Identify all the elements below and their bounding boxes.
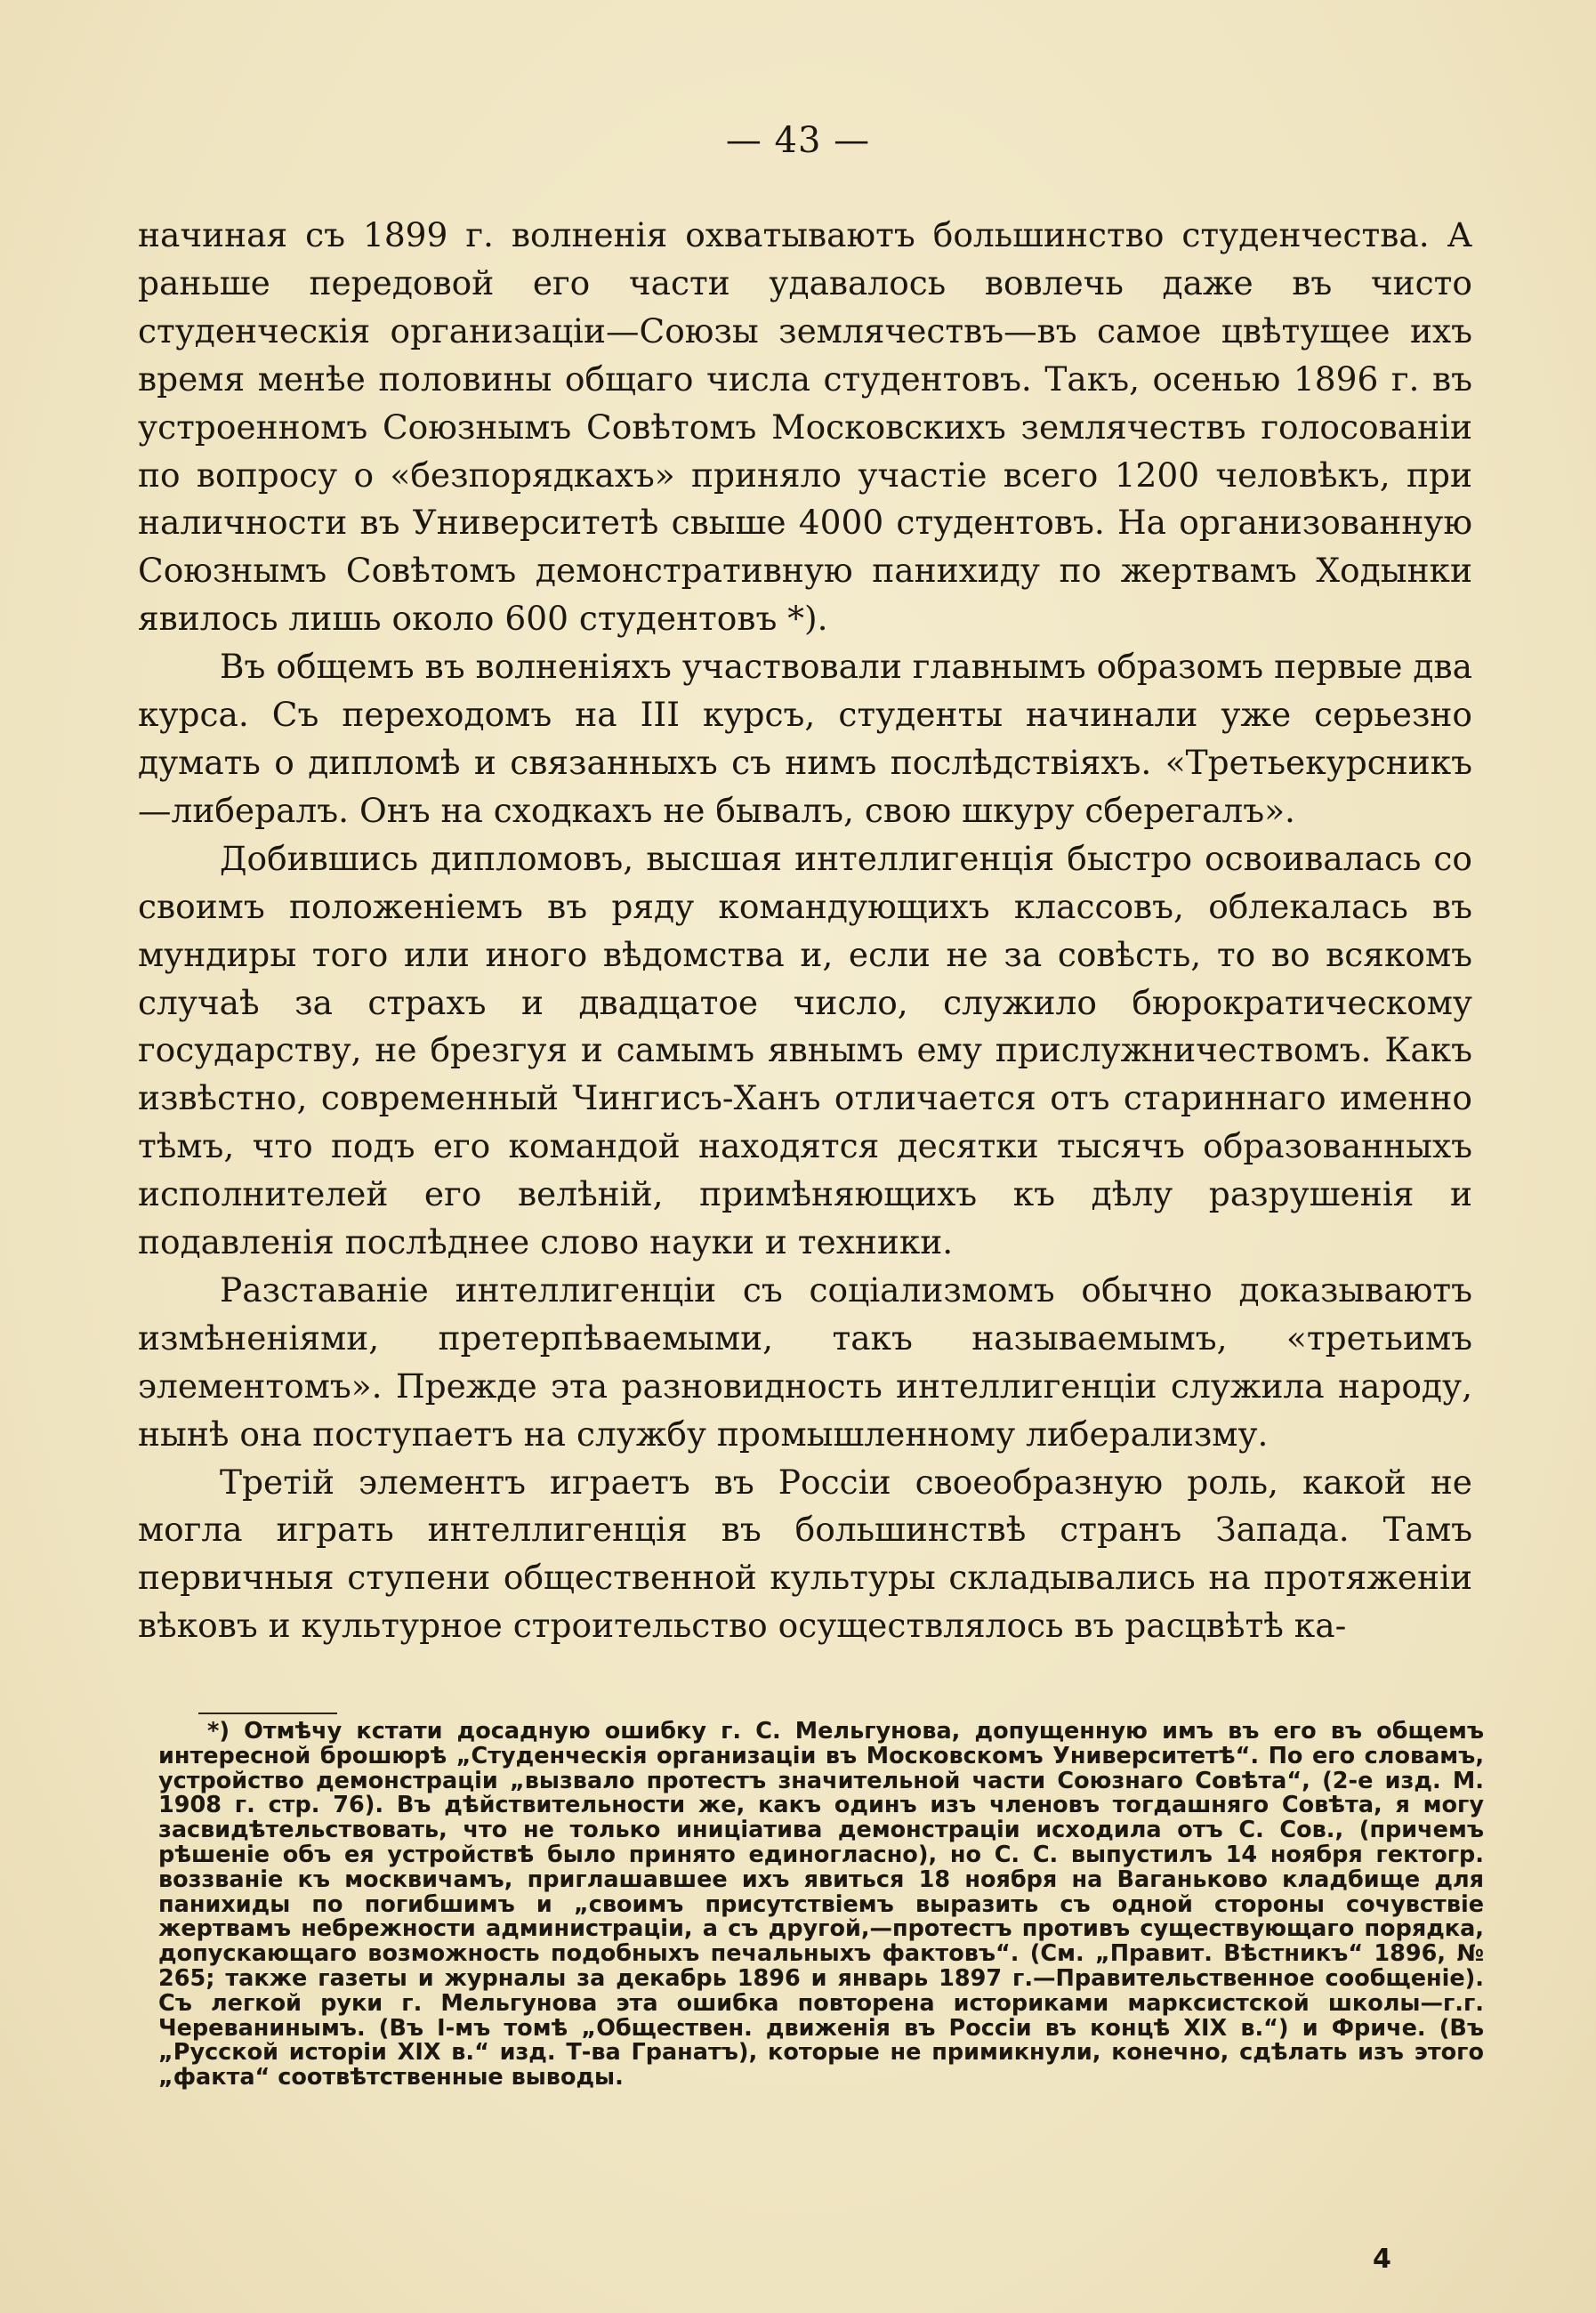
paragraph-4: Разставаніе интеллигенціи съ соціализмомъ обычно доказываютъ измѣненіями, претерпѣваемыми, такъ называемымъ, «третьимъ элементомъ». Прежде эта разновидность интеллигенціи служила народу, нынѣ она поступаетъ на службу промышленному либерализму. (138, 1269, 1472, 1454)
paragraph-1: начиная съ 1899 г. волненія охватываютъ большинство студенчества. А раньше передовой его части удавалось вовлечь даже въ чисто студенческія организаціи—Союзы землячествъ—въ самое цвѣтущее ихъ время менѣе половины общаго числа студентовъ. Такъ, осенью 1896 г. въ устроенномъ Союзнымъ Совѣтомъ Московскихъ землячествъ голосованіи по вопросу о «безпорядкахъ» приняло участіе всего 1200 человѣкъ, при наличности въ Университетѣ свыше 4000 студентовъ. На организованную Союзнымъ Совѣтомъ демонстративную панихиду по жертвамъ Ходынки явилось лишь около 600 студентовъ *). (138, 215, 1472, 639)
paragraph-3: Добившись дипломовъ, высшая интеллигенція быстро освоивалась со своимъ положеніемъ въ ряду командующихъ классовъ, облекалась въ мундиры того или иного вѣдомства и, если не за совѣсть, то во всякомъ случаѣ за страхъ и двадцатое число, служило бюрократическому государству, не брезгуя и самымъ явнымъ ему прислужничествомъ. Какъ извѣстно, современный Чингисъ-Ханъ отличается отъ стариннаго именно тѣмъ, что подъ его командой находятся десятки тысячъ образованныхъ исполнителей его велѣній, примѣняющихъ къ дѣлу разрушенія и подавленія послѣднее слово науки и техники. (138, 838, 1472, 1262)
page-number: — 43 — (725, 120, 871, 161)
main-text (138, 212, 1472, 1650)
footnote: *) Отмѣчу кстати досадную ошибку г. С. Мельгунова, допущенную имъ въ его въ общемъ интересной брошюрѣ „Студенческія организаціи въ Московскомъ Университетѣ“. По его словамъ, устройство демонстраціи „вызвало протестъ значительной части Союзнаго Совѣта“, (2-е изд. М. 1908 г. стр. 76). Въ дѣйствительности же, какъ одинъ изъ членовъ тогдашняго Совѣта, я могу засвидѣтельствовать, что не только иниціатива демонстраціи исходила отъ С. Сов., (причемъ рѣшеніе объ ея устройствѣ было принято единогласно), но С. С. выпустилъ 14 ноября гектогр. воззваніе къ москвичамъ, приглашавшее ихъ явиться 18 ноября на Ваганьково кладбище для панихиды по погибшимъ и „своимъ присутствіемъ выразить съ одной стороны сочувствіе жертвамъ небрежности администраціи, а съ другой,—протестъ противъ существующаго порядка, допускающаго возможность подобныхъ печальныхъ фактовъ“. (См. „Правит. Вѣстникъ“ 1896, № 265; также газеты и журналы за декабрь 1896 и январь 1897 г.—Правительственное сообщеніе). Съ легкой руки г. Мельгунова эта ошибка повторена историками марксистской школы—г.г. Череванинымъ. (Въ I-мъ томѣ „Обществен. движенія въ Россіи въ концѣ XIX в.“) и Фриче. (Въ „Русской исторіи XIX в.“ изд. Т-ва Гранатъ), которые не примикнули, конечно, сдѣлать изъ этого „факта“ соотвѣтственные выводы. (158, 1718, 1484, 2091)
paragraph-5: Третій элементъ играетъ въ Россіи своеобразную роль, какой не могла играть интеллигенція въ большинствѣ странъ Запада. Тамъ первичныя ступени общественной культуры складывались на протяженіи вѣковъ и культурное строительство осуществлялось въ расцвѣтѣ ка- (138, 1462, 1472, 1646)
signature-mark: 4 (1373, 2244, 1391, 2275)
paragraph-2: Въ общемъ въ волненіяхъ участвовали главнымъ образомъ первые два курса. Съ переходомъ на III курсъ, студенты начинали уже серьезно думать о дипломѣ и связанныхъ съ нимъ послѣдствіяхъ. «Третьекурсникъ—либералъ. Онъ на сходкахъ не бывалъ, свою шкуру сберегалъ». (138, 647, 1472, 830)
footnote-divider (198, 1713, 337, 1714)
